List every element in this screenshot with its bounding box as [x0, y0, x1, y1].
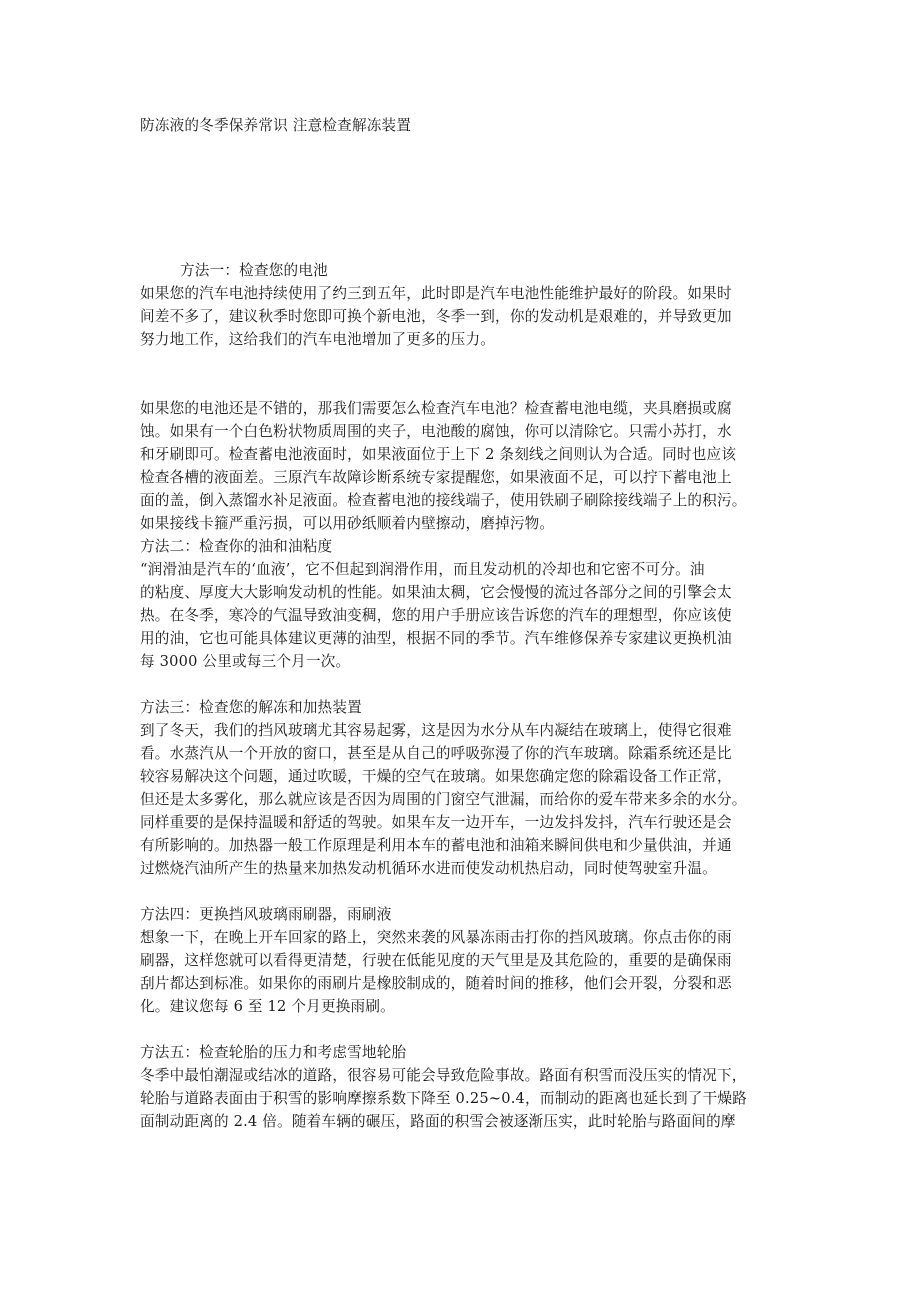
section-5-para-1-line-2: 轮胎与道路表面由于积雪的影响摩擦系数下降至 0.25~0.4，而制动的距离也延长到了干燥路 — [140, 1090, 747, 1107]
section-1-para-2-line-1: 如果您的电池还是不错的，那我们需要怎么检查汽车电池？检查蓄电池电缆，夹具磨损或腐 — [140, 400, 732, 417]
section-1-para-1-line-3: 努力地工作，这给我们的汽车电池增加了更多的压力。 — [140, 331, 496, 348]
section-2-para-1-line-3: 热。在冬季，寒冷的气温导致油变稠，您的用户手册应该告诉您的汽车的理想型，你应该使 — [140, 607, 732, 624]
section-4-para-1-line-3: 刮片都达到标准。如果你的雨刷片是橡胶制成的，随着时间的推移，他们会开裂，分裂和恶 — [140, 975, 732, 992]
section-3-para-1-line-6: 有所影响的。加热器一般工作原理是利用本车的蓄电池和油箱来瞬间供电和少量供油，并通 — [140, 837, 732, 854]
section-1-para-2-line-6: 如果接线卡箍严重污损，可以用砂纸顺着内壁擦动，磨掉污物。 — [140, 515, 555, 532]
section-1-heading: 方法一：检查您的电池 — [180, 262, 328, 279]
section-2-para-1-line-2: 的粘度、厚度大大影响发动机的性能。如果油太稠，它会慢慢的流过各部分之间的引擎会太 — [140, 584, 732, 601]
section-2-para-1-line-1: “润滑油是汽车的‘血液’，它不但起到润滑作用，而且发动机的冷却也和它密不可分。油 — [140, 561, 705, 578]
section-1-para-1-line-1: 如果您的汽车电池持续使用了约三到五年，此时即是汽车电池性能维护最好的阶段。如果时 — [140, 285, 732, 302]
section-4-para-1-line-4: 化。建议您每 6 至 12 个月更换雨刷。 — [140, 998, 395, 1015]
section-2-para-1-line-5: 每 3000 公里或每三个月一次。 — [140, 653, 351, 670]
section-1-para-2-line-2: 蚀。如果有一个白色粉状物质周围的夹子，电池酸的腐蚀，你可以清除它。只需小苏打，水 — [140, 423, 732, 440]
section-5-heading: 方法五：检查轮胎的压力和考虑雪地轮胎 — [140, 1044, 407, 1061]
section-3-para-1-line-2: 看。水蒸汽从一个开放的窗口，甚至是从自己的呼吸弥漫了你的汽车玻璃。除霜系统还是比 — [140, 745, 732, 762]
section-1-para-2-line-3: 和牙刷即可。检查蓄电池液面时，如果液面位于上下 2 条刻线之间则认为合适。同时也应该 — [140, 446, 737, 463]
section-2-para-1-line-4: 用的油，它也可能具体建议更薄的油型，根据不同的季节。汽车维修保养专家建议更换机油 — [140, 630, 732, 647]
section-3-para-1-line-5: 同样重要的是保持温暖和舒适的驾驶。如果车友一边开车，一边发抖发抖，汽车行驶还是会 — [140, 814, 732, 831]
section-4-para-1-line-1: 想象一下，在晚上开车回家的路上，突然来袭的风暴冻雨击打你的挡风玻璃。你点击你的雨 — [140, 929, 732, 946]
section-1-para-1-line-2: 间差不多了，建议秋季时您即可换个新电池，冬季一到，你的发动机是艰难的，并导致更加 — [140, 308, 732, 325]
section-1-para-2-line-4: 检查各槽的液面差。三原汽车故障诊断系统专家提醒您，如果液面不足，可以拧下蓄电池上 — [140, 469, 732, 486]
section-4-heading: 方法四：更换挡风玻璃雨刷器，雨刷液 — [140, 906, 392, 923]
section-4-para-1-line-2: 刷器，这样您就可以看得更清楚，行驶在低能见度的天气里是及其危险的，重要的是确保雨 — [140, 952, 732, 969]
section-5-para-1-line-3: 面制动距离的 2.4 倍。随着车辆的碾压，路面的积雪会被逐渐压实，此时轮胎与路面间的摩 — [140, 1113, 736, 1130]
section-3-para-1-line-4: 但还是太多雾化，那么就应该是否因为周围的门窗空气泄漏，而给你的爱车带来多余的水分。 — [140, 791, 747, 808]
section-5-para-1-line-1: 冬季中最怕潮湿或结冰的道路，很容易可能会导致危险事故。路面有积雪而没压实的情况下， — [140, 1067, 747, 1084]
section-3-para-1-line-7: 过燃烧汽油所产生的热量来加热发动机循环水进而使发动机热启动，同时使驾驶室升温。 — [140, 860, 717, 877]
section-3-para-1-line-3: 较容易解决这个问题，通过吹暖，干燥的空气在玻璃。如果您确定您的除霜设备工作正常， — [140, 768, 732, 785]
document-title: 防冻液的冬季保养常识 注意检查解冻装置 — [140, 117, 412, 134]
section-1-para-2-line-5: 面的盖，倒入蒸馏水补足液面。检查蓄电池的接线端子，使用铁刷子刷除接线端子上的积污。 — [140, 492, 747, 509]
section-3-heading: 方法三：检查您的解冻和加热装置 — [140, 699, 362, 716]
section-3-para-1-line-1: 到了冬天，我们的挡风玻璃尤其容易起雾，这是因为水分从车内凝结在玻璃上，使得它很难 — [140, 722, 732, 739]
section-2-heading: 方法二：检查你的油和油粘度 — [140, 538, 333, 555]
